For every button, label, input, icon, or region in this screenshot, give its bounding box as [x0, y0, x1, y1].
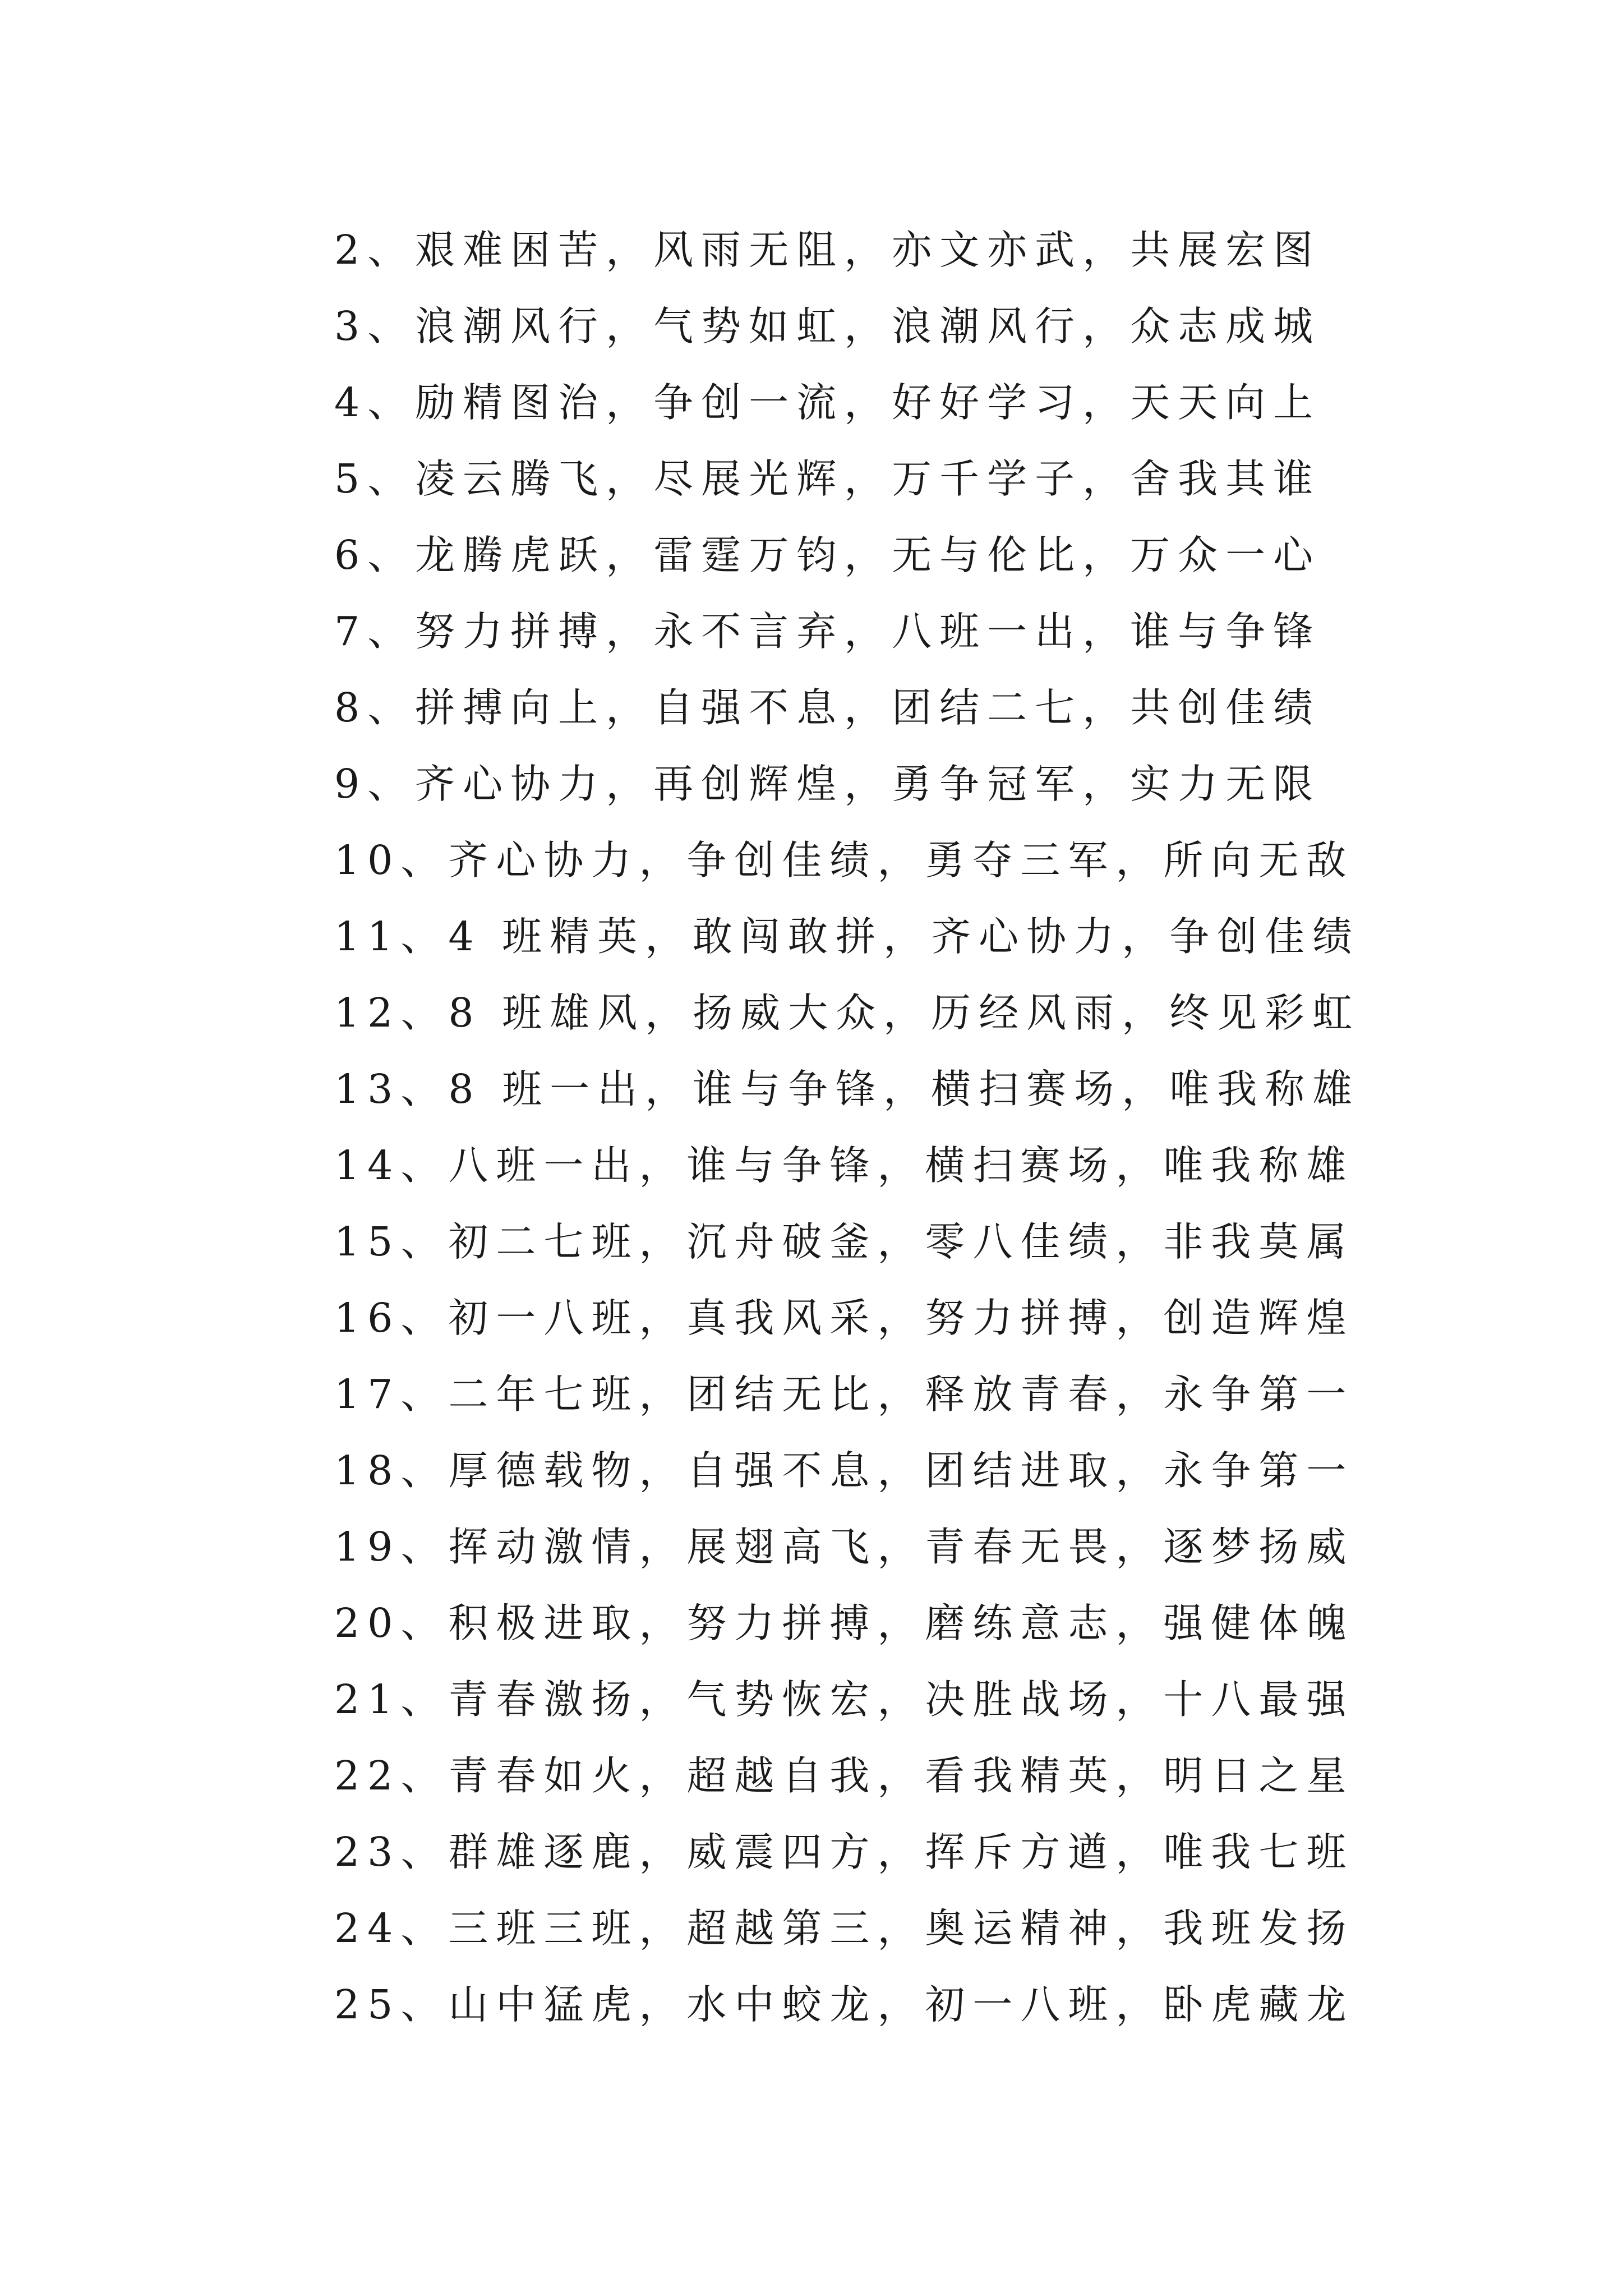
slogan-line: 23、群雄逐鹿，威震四方，挥斥方遒，唯我七班 — [334, 1829, 1354, 1875]
slogan-line: 12、8 班雄风，扬威大众，历经风雨，终见彩虹 — [334, 990, 1361, 1036]
slogan-line: 2、艰难困苦，风雨无阻，亦文亦武，共展宏图 — [334, 227, 1321, 273]
slogan-line: 24、三班三班，超越第三，奥运精神，我班发扬 — [334, 1905, 1354, 1952]
slogan-line: 11、4 班精英，敢闯敢拼，齐心协力，争创佳绩 — [334, 913, 1361, 960]
slogan-line: 15、初二七班，沉舟破釜，零八佳绩，非我莫属 — [334, 1218, 1354, 1265]
slogan-line: 3、浪潮风行，气势如虹，浪潮风行，众志成城 — [334, 303, 1321, 349]
slogan-line: 9、齐心协力，再创辉煌，勇争冠军，实力无限 — [334, 761, 1321, 807]
slogan-line: 8、拼搏向上，自强不息，团结二七，共创佳绩 — [334, 684, 1321, 731]
slogan-line: 4、励精图治，争创一流，好好学习，天天向上 — [334, 379, 1321, 426]
slogan-line: 5、凌云腾飞，尽展光辉，万千学子，舍我其谁 — [334, 455, 1321, 502]
slogan-line: 20、积极进取，努力拼搏，磨练意志，强健体魄 — [334, 1600, 1354, 1646]
slogan-line: 22、青春如火，超越自我，看我精英，明日之星 — [334, 1752, 1354, 1799]
slogan-line: 13、8 班一出，谁与争锋，横扫赛场，唯我称雄 — [334, 1066, 1361, 1112]
slogan-line: 25、山中猛虎，水中蛟龙，初一八班，卧虎藏龙 — [334, 1981, 1354, 2028]
slogan-line: 7、努力拼搏，永不言弃，八班一出，谁与争锋 — [334, 608, 1321, 655]
slogan-line: 17、二年七班，团结无比，释放青春，永争第一 — [334, 1371, 1354, 1418]
slogan-line: 21、青春激扬，气势恢宏，决胜战场，十八最强 — [334, 1676, 1354, 1723]
slogan-line: 18、厚德载物，自强不息，团结进取，永争第一 — [334, 1447, 1354, 1494]
slogan-list — [334, 212, 1360, 2043]
slogan-line: 14、八班一出，谁与争锋，横扫赛场，唯我称雄 — [334, 1142, 1354, 1189]
slogan-line: 19、挥动激情，展翅高飞，青春无畏，逐梦扬威 — [334, 1524, 1354, 1570]
slogan-line: 10、齐心协力，争创佳绩，勇夺三军，所向无敌 — [334, 837, 1354, 884]
slogan-line: 6、龙腾虎跃，雷霆万钧，无与伦比，万众一心 — [334, 532, 1321, 578]
slogan-line: 16、初一八班，真我风采，努力拼搏，创造辉煌 — [334, 1295, 1354, 1341]
